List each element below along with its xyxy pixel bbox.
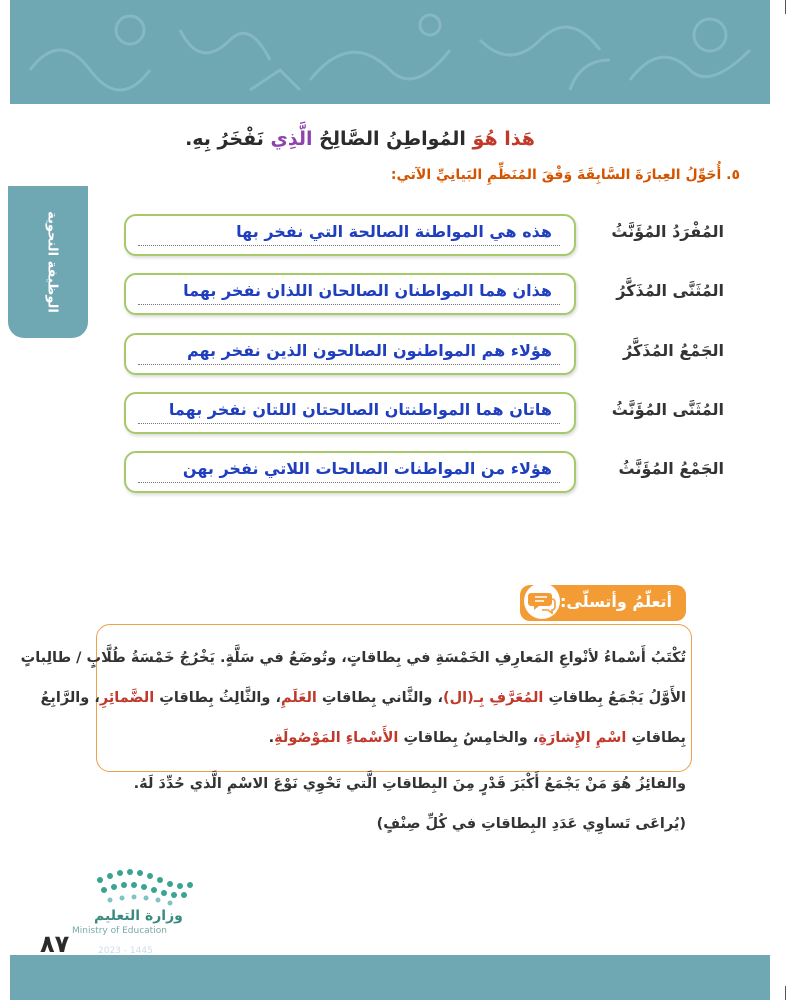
dotted-line [138, 482, 560, 483]
answer-box[interactable] [124, 273, 576, 315]
calligraphy-pattern [10, 0, 770, 104]
answer-row [124, 333, 724, 375]
answer-row [124, 214, 724, 256]
crop-mark [785, 986, 786, 1000]
crop-mark [785, 0, 786, 14]
headline-part4: نَفْخَرُ بِهِ. [185, 128, 264, 150]
answer-box[interactable] [124, 392, 576, 434]
answer-text: هؤلاء من المواطنات الصالحات اللاتي نفخر بهن [182, 459, 552, 478]
page-number: ٨٧ [40, 930, 70, 958]
learn-highlight: العَلَمِ [280, 690, 317, 706]
learn-highlight: المُعَرَّفِ بِـ(ال) [442, 690, 544, 706]
learn-text: ، والرَّابِعُ [40, 690, 100, 706]
edition-year: 2023 - 1445 [98, 946, 153, 956]
answer-text: هاتان هما المواطنتان الصالحتان اللتان نفخر بهما [168, 400, 552, 419]
learn-line-2 [40, 690, 686, 706]
row-label: الجَمْعُ المُذَكَّرُ [623, 341, 724, 360]
headline-part1: هَذا هُوَ [472, 128, 535, 150]
header-band [10, 0, 770, 104]
learn-text: ، والثَّالِثُ بِطاقاتِ [159, 690, 281, 706]
dotted-line [138, 304, 560, 305]
dotted-line [138, 245, 560, 246]
answer-box[interactable] [124, 451, 576, 493]
answer-box[interactable] [124, 333, 576, 375]
footer-band [10, 955, 770, 1000]
learn-section-header [520, 585, 686, 621]
learn-line-3 [86, 730, 686, 746]
dotted-line [138, 364, 560, 365]
side-tab [8, 186, 88, 338]
answer-row [124, 273, 724, 315]
chat-bubbles-icon [522, 581, 562, 621]
learn-highlight: اسْمِ الإِشارَةِ [538, 730, 627, 746]
exercise-instruction: ٥. أُحَوِّلُ العِبارَةَ السَّابِقَةَ وَفْقَ المُنَظِّمِ البَيانِيِّ الآتي: [390, 167, 740, 183]
row-label: المُفْرَدُ المُؤَنَّثُ [611, 222, 724, 241]
side-tab-label: الوظيفة النحوية [44, 211, 60, 313]
row-label: المُثَنَّى المُؤَنَّثُ [611, 400, 724, 419]
answer-box[interactable] [124, 214, 576, 256]
learn-line-1: تُكْتَبُ أَسْماءُ لأنْواعِ المَعارِفِ الخَمْسَةِ في بِطاقاتٍ، وتُوضَعُ في سَلَّةٍ. يَخْرُجُ خَمْسَةُ طُلَّابٍ / طالِباتٍ [20, 650, 686, 666]
page-headline [60, 128, 660, 150]
ministry-name-en: Ministry of Education [72, 926, 167, 936]
answer-row [124, 451, 724, 493]
ministry-name: وزارة التعليم [94, 908, 183, 924]
answer-row [124, 392, 724, 434]
learn-text: ، والخامِسُ بِطاقاتِ [403, 730, 539, 746]
headline-part2: المُواطِنُ الصَّالِحُ [319, 128, 466, 150]
answer-text: هذه هي المواطنة الصالحة التي نفخر بها [236, 222, 552, 241]
row-label: المُثَنَّى المُذَكَّرُ [616, 281, 724, 300]
learn-text: . [268, 730, 275, 746]
learn-text: الأَوَّلُ يَجْمَعُ بِطاقاتِ [548, 690, 686, 706]
headline-part3: الَّذِي [270, 128, 313, 150]
learn-title: أتعلّمُ وأتسلّى: [559, 592, 672, 611]
learn-text: بِطاقاتِ [631, 730, 686, 746]
learn-line-4: والفائِزُ هُوَ مَنْ يَجْمَعُ أَكْبَرَ قَدْرٍ مِنَ البِطاقاتِ الَّتي تَحْوِي نَوْعَ الاسْمِ الَّذي حُدِّدَ لَهُ. [133, 776, 686, 792]
learn-line-5: (يُراعَى تَساوِي عَدَدِ البِطاقاتِ في كُلِّ صِنْفٍ) [376, 816, 686, 832]
ministry-logo-icon [92, 860, 202, 910]
learn-text: ، والثَّاني بِطاقاتِ [321, 690, 443, 706]
row-label: الجَمْعُ المُؤَنَّثُ [618, 459, 724, 478]
dotted-line [138, 423, 560, 424]
answer-text: هؤلاء هم المواطنون الصالحون الذين نفخر بهم [186, 341, 552, 360]
answer-text: هذان هما المواطنان الصالحان اللذان نفخر بهما [183, 281, 552, 300]
learn-highlight: الأَسْماءِ المَوْصُولَةِ [274, 730, 399, 746]
learn-highlight: الضَّمائِرِ [99, 690, 155, 706]
